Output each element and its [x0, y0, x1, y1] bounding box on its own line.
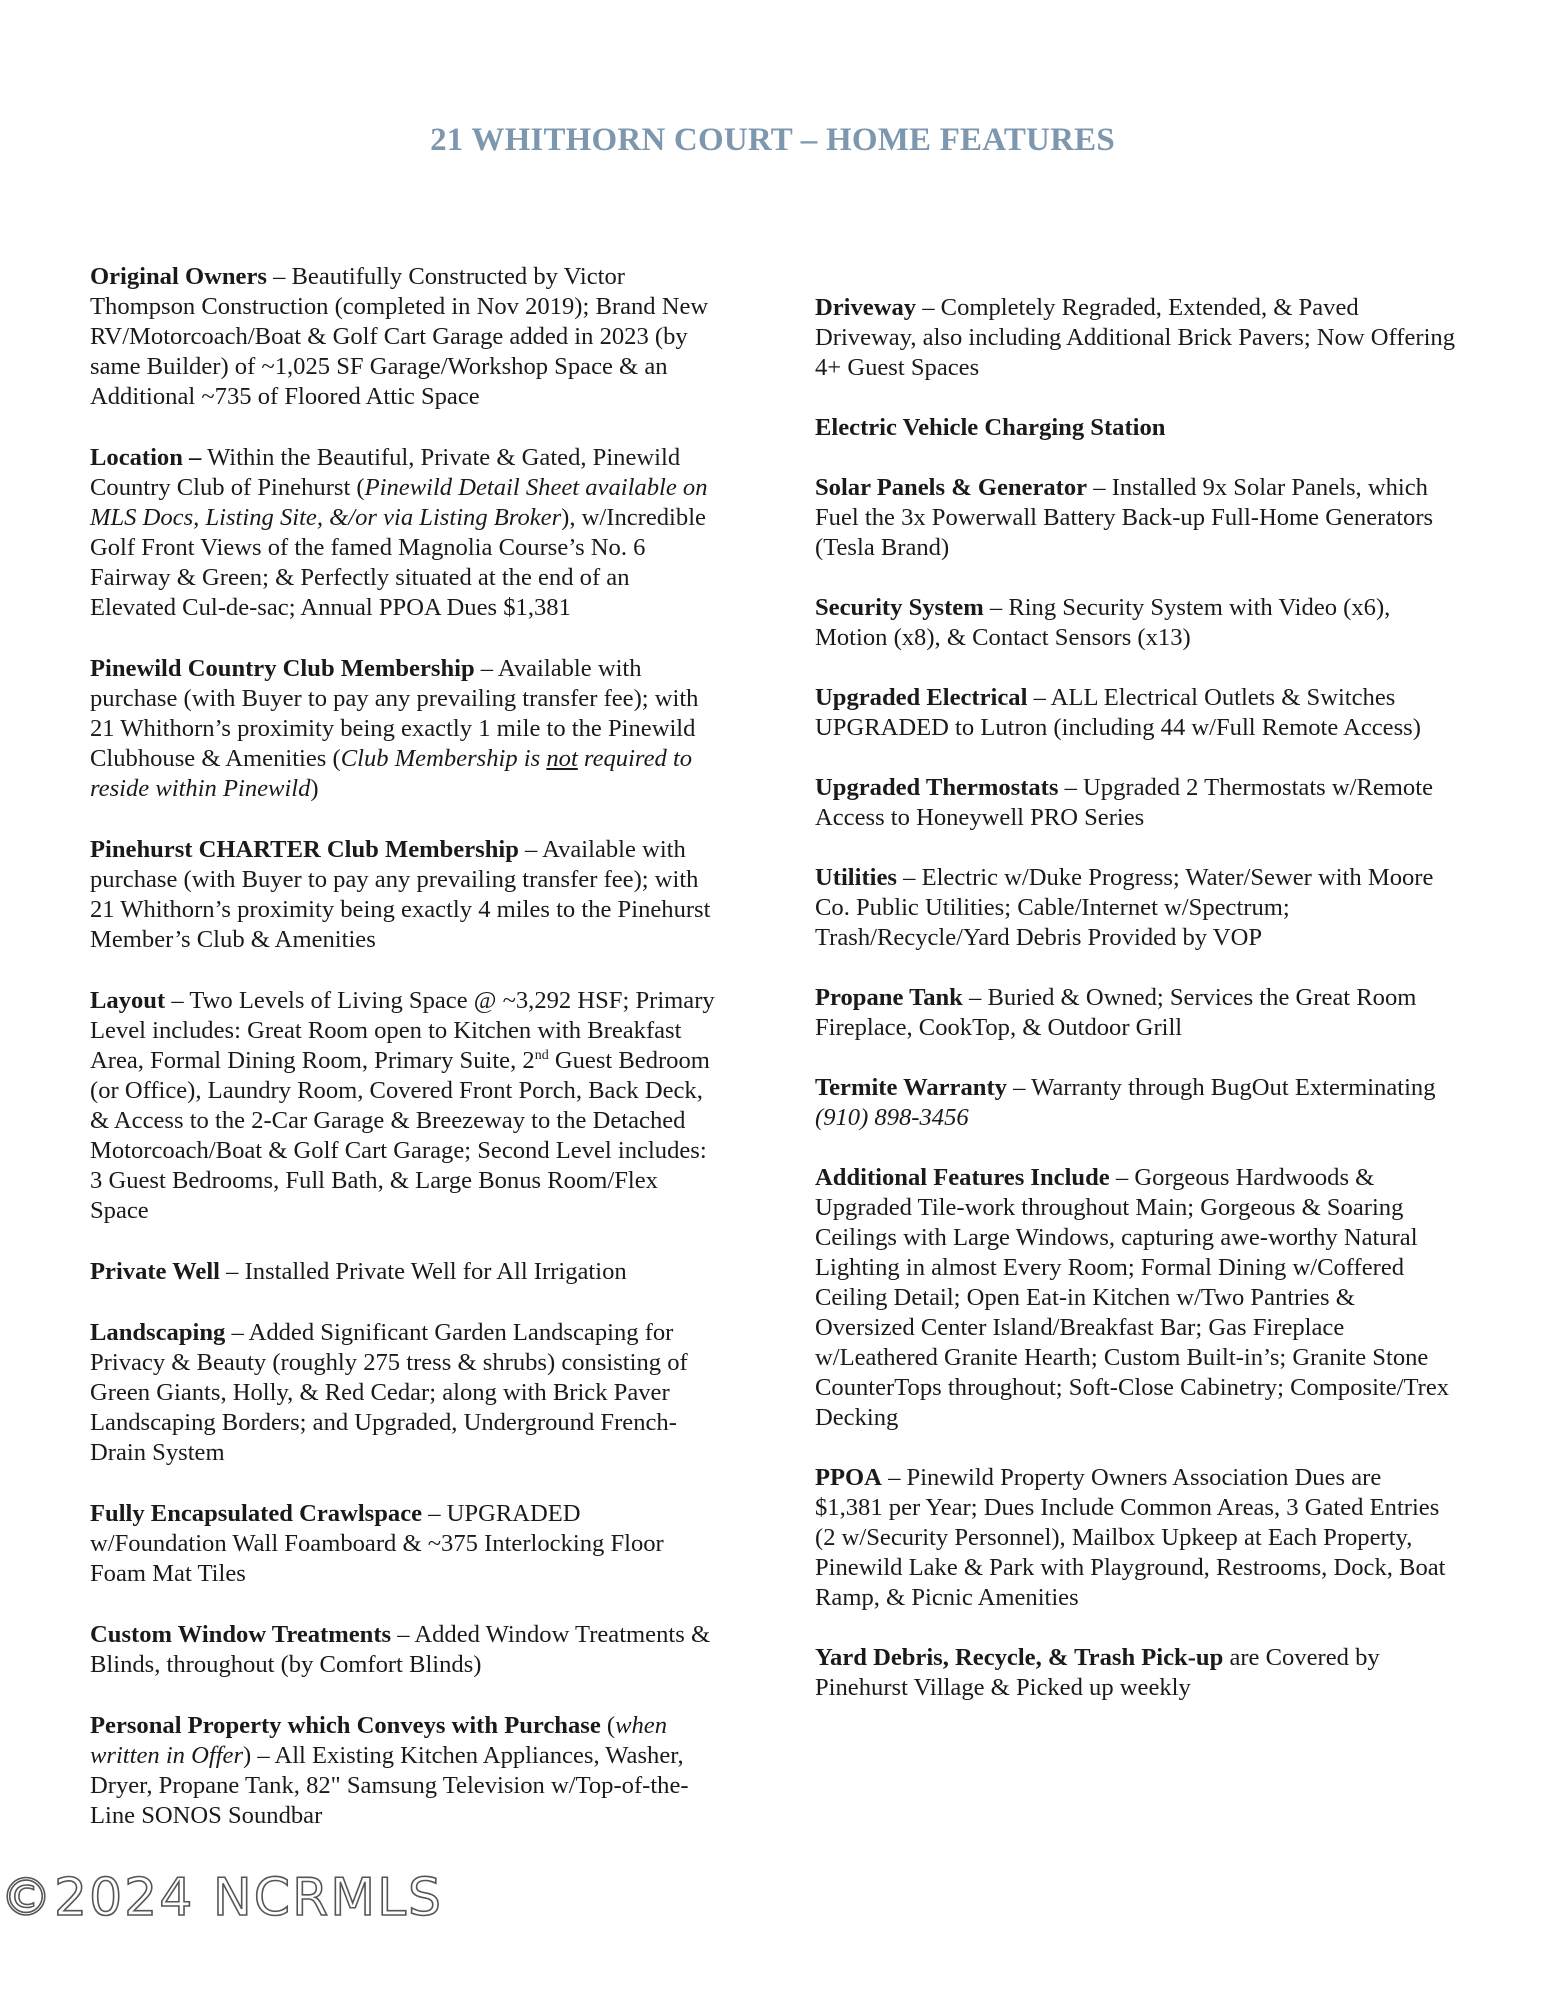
section-heading: Fully Encapsulated Crawlspace — [90, 1500, 423, 1527]
section-body: Upgraded 2 Thermostats w/Remote Access to Honeywell PRO Series — [815, 774, 1433, 831]
section-heading: Electric Vehicle Charging Station — [815, 414, 1166, 441]
section-propane: Propane Tank – Buried & Owned; Services the Great Room Fireplace, CookTop, & Outdoor Grill — [815, 984, 1417, 1041]
section-layout: Layout – Two Levels of Living Space @ ~3,292 HSF; Primary Level includes: Great Room open to Kitchen with Breakfast Area, Formal Dining Room, Primary Suite, 2nd Guest Bedroom (or Office), Laundry Room, Covered Front Porch, Back Deck, & Access to the 2-Car Garage & Breezeway to the Detached Motorcoach/Boat & Golf Cart Garage; Second Level includes: 3 Guest Bedrooms, Full Bath, & Large Bonus Room/Flex Space — [90, 987, 715, 1224]
section-charter-membership: Pinehurst CHARTER Club Membership – Available with purchase (with Buyer to pay any prevailing transfer fee); with 21 Whithorn’s proximity being exactly 4 miles to the Pinehurst Member’s Club & Amenities — [90, 836, 711, 953]
left-column — [90, 262, 720, 1862]
section-window-treatments: Custom Window Treatments – Added Window Treatments & Blinds, throughout (by Comfort Blinds) — [90, 1621, 711, 1678]
section-landscaping: Landscaping – Added Significant Garden Landscaping for Privacy & Beauty (roughly 275 tress & shrubs) consisting of Green Giants, Holly, & Red Cedar; along with Brick Paver Landscaping Borders; and Upgraded, Underground French-Drain System — [90, 1319, 688, 1466]
section-original-owners: Original Owners – Beautifully Constructed by Victor Thompson Construction (completed in Nov 2019); Brand New RV/Motorcoach/Boat & Golf Cart Garage added in 2023 (by same Builder) of ~1,025 SF Garage/Workshop Space & an Additional ~735 of Floored Attic Space — [90, 263, 709, 410]
section-heading: Upgraded Thermostats — [815, 774, 1059, 801]
section-body: Completely Regraded, Extended, & Paved Driveway, also including Additional Brick Pavers; Now Offering 4+ Guest Spaces — [815, 294, 1456, 381]
section-heading: Security System — [815, 594, 984, 621]
section-crawlspace: Fully Encapsulated Crawlspace – UPGRADED w/Foundation Wall Foamboard & ~375 Interlocking Floor Foam Mat Tiles — [90, 1500, 664, 1587]
section-body: Installed Private Well for All Irrigation — [244, 1258, 627, 1285]
page-title: 21 WHITHORN COURT – HOME FEATURES — [430, 122, 1115, 158]
section-utilities: Utilities – Electric w/Duke Progress; Water/Sewer with Moore Co. Public Utilities; Cable/Internet w/Spectrum; Trash/Recycle/Yard Debris Provided by VOP — [815, 864, 1434, 951]
section-thermostats: Upgraded Thermostats – Upgraded 2 Thermostats w/Remote Access to Honeywell PRO Series — [815, 774, 1433, 831]
section-body: Added Significant Garden Landscaping for Privacy & Beauty (roughly 275 tress & shrubs) consisting of Green Giants, Holly, & Red Cedar; along with Brick Paver Landscaping Borders; and Upgraded, Underground French-Drain System — [90, 1319, 688, 1466]
section-heading: Yard Debris, Recycle, & Trash Pick-up — [815, 1644, 1224, 1671]
phone-number: (910) 898-3456 — [815, 1104, 969, 1131]
section-location: Location – Within the Beautiful, Private & Gated, Pinewild Country Club of Pinehurst (Pinewild Detail Sheet available on MLS Docs, Listing Site, &/or via Listing Broker), w/Incredible Golf Front Views of the famed Magnolia Course’s No. 6 Fairway & Green; & Perfectly situated at the end of an Elevated Cul-de-sac; Annual PPOA Dues $1,381 — [90, 444, 708, 621]
section-body: Pinewild Property Owners Association Dues are $1,381 per Year; Dues Include Common Areas, 3 Gated Entries (2 w/Security Personnel), Mailbox Upkeep at Each Property, Pinewild Lake & Park with Playground, Restrooms, Dock, Boat Ramp, & Picnic Amenities — [815, 1464, 1446, 1611]
section-heading: Solar Panels & Generator — [815, 474, 1088, 501]
section-body: Installed 9x Solar Panels, which Fuel the 3x Powerwall Battery Back-up Full-Home Generators (Tesla Brand) — [815, 474, 1434, 561]
section-heading: Landscaping — [90, 1319, 226, 1346]
section-heading: Utilities — [815, 864, 897, 891]
section-ppoa: PPOA – Pinewild Property Owners Association Dues are $1,381 per Year; Dues Include Common Areas, 3 Gated Entries (2 w/Security Personnel), Mailbox Upkeep at Each Property, Pinewild Lake & Park with Playground, Restrooms, Dock, Boat Ramp, & Picnic Amenities — [815, 1464, 1446, 1611]
section-personal-property: Personal Property which Conveys with Purchase (when written in Offer) – All Existing Kitchen Appliances, Washer, Dryer, Propane Tank, 82" Samsung Television w/Top-of-the-Line SONOS Soundbar — [90, 1712, 689, 1829]
copyright-watermark: ©2024 NCRMLS — [0, 1868, 444, 1928]
section-body: ) – All Existing Kitchen Appliances, Washer, Dryer, Propane Tank, 82" Samsung Television w/Top-of-the-Line SONOS Soundbar — [90, 1742, 689, 1829]
section-termite: Termite Warranty – Warranty through BugOut Exterminating (910) 898-3456 — [815, 1074, 1436, 1131]
detail-sheet-note: Pinewild Detail Sheet available on MLS Docs, Listing Site, &/or via Listing Broker — [90, 474, 708, 531]
section-body: Warranty through BugOut Exterminating — [1031, 1074, 1436, 1101]
section-heading: Location – — [90, 444, 202, 471]
section-heading: Layout — [90, 987, 166, 1014]
section-body: Buried & Owned; Services the Great Room Fireplace, CookTop, & Outdoor Grill — [815, 984, 1417, 1041]
section-pinewild-membership: Pinewild Country Club Membership – Available with purchase (with Buyer to pay any prevailing transfer fee); with 21 Whithorn’s proximity being exactly 1 mile to the Pinewild Clubhouse & Amenities (Club Membership is not required to reside within Pinewild) — [90, 655, 699, 802]
section-ev-charging — [815, 413, 1455, 443]
section-heading: Pinehurst CHARTER Club Membership — [90, 836, 519, 863]
right-column — [815, 293, 1455, 1733]
section-body: Ring Security System with Video (x6), Motion (x8), & Contact Sensors (x13) — [815, 594, 1391, 651]
section-heading: Termite Warranty — [815, 1074, 1007, 1101]
section-electrical: Upgraded Electrical – ALL Electrical Outlets & Switches UPGRADED to Lutron (including 44 w/Full Remote Access) — [815, 684, 1421, 741]
section-heading: Upgraded Electrical — [815, 684, 1028, 711]
section-heading: Propane Tank — [815, 984, 963, 1011]
section-heading: Pinewild Country Club Membership — [90, 655, 475, 682]
section-private-well: Private Well – Installed Private Well for All Irrigation — [90, 1258, 627, 1285]
section-body: Gorgeous Hardwoods & Upgraded Tile-work throughout Main; Gorgeous & Soaring Ceilings with Large Windows, capturing awe-worthy Natural Lighting in almost Every Room; Formal Dining w/Coffered Ceiling Detail; Open Eat-in Kitchen w/Two Pantries & Oversized Center Island/Breakfast Bar; Gas Fireplace w/Leathered Granite Hearth; Custom Built-in’s; Granite Stone CounterTops throughout; Soft-Close Cabinetry; Composite/Trex Decking — [815, 1164, 1450, 1431]
section-heading: Custom Window Treatments — [90, 1621, 392, 1648]
section-yard-debris — [815, 1643, 1455, 1703]
section-heading: Driveway — [815, 294, 917, 321]
section-heading: Private Well — [90, 1258, 220, 1285]
section-solar: Solar Panels & Generator – Installed 9x Solar Panels, which Fuel the 3x Powerwall Battery Back-up Full-Home Generators (Tesla Brand) — [815, 474, 1434, 561]
section-body: Available with purchase (with Buyer to pay any prevailing transfer fee); with 21 Whithorn’s proximity being exactly 4 miles to the Pinehurst Member’s Club & Amenities — [90, 836, 711, 953]
section-additional-features: Additional Features Include – Gorgeous Hardwoods & Upgraded Tile-work throughout Main; Gorgeous & Soaring Ceilings with Large Windows, capturing awe-worthy Natural Lighting in almost Every Room; Formal Dining w/Coffered Ceiling Detail; Open Eat-in Kitchen w/Two Pantries & Oversized Center Island/Breakfast Bar; Gas Fireplace w/Leathered Granite Hearth; Custom Built-in’s; Granite Stone CounterTops throughout; Soft-Close Cabinetry; Composite/Trex Decking — [815, 1164, 1450, 1431]
section-body: Added Window Treatments & Blinds, throughout (by Comfort Blinds) — [90, 1621, 711, 1678]
section-security: Security System – Ring Security System with Video (x6), Motion (x8), & Contact Sensors (x13) — [815, 594, 1391, 651]
section-body: Beautifully Constructed by Victor Thompson Construction (completed in Nov 2019); Brand New RV/Motorcoach/Boat & Golf Cart Garage added in 2023 (by same Builder) of ~1,025 SF Garage/Workshop Space & an Additional ~735 of Floored Attic Space — [90, 263, 709, 410]
section-body: Electric w/Duke Progress; Water/Sewer with Moore Co. Public Utilities; Cable/Internet w/Spectrum; Trash/Recycle/Yard Debris Provided by VOP — [815, 864, 1434, 951]
section-heading: Personal Property which Conveys with Purchase — [90, 1712, 601, 1739]
section-heading: Additional Features Include — [815, 1164, 1110, 1191]
section-heading: Original Owners — [90, 263, 267, 290]
section-body: ALL Electrical Outlets & Switches UPGRADED to Lutron (including 44 w/Full Remote Access) — [815, 684, 1421, 741]
section-heading: PPOA — [815, 1464, 882, 1491]
section-body: UPGRADED w/Foundation Wall Foamboard & ~375 Interlocking Floor Foam Mat Tiles — [90, 1500, 664, 1587]
section-driveway: Driveway – Completely Regraded, Extended, & Paved Driveway, also including Additional Brick Pavers; Now Offering 4+ Guest Spaces — [815, 294, 1456, 381]
section-body: are Covered by Pinehurst Village & Picked up weekly — [815, 1644, 1380, 1701]
